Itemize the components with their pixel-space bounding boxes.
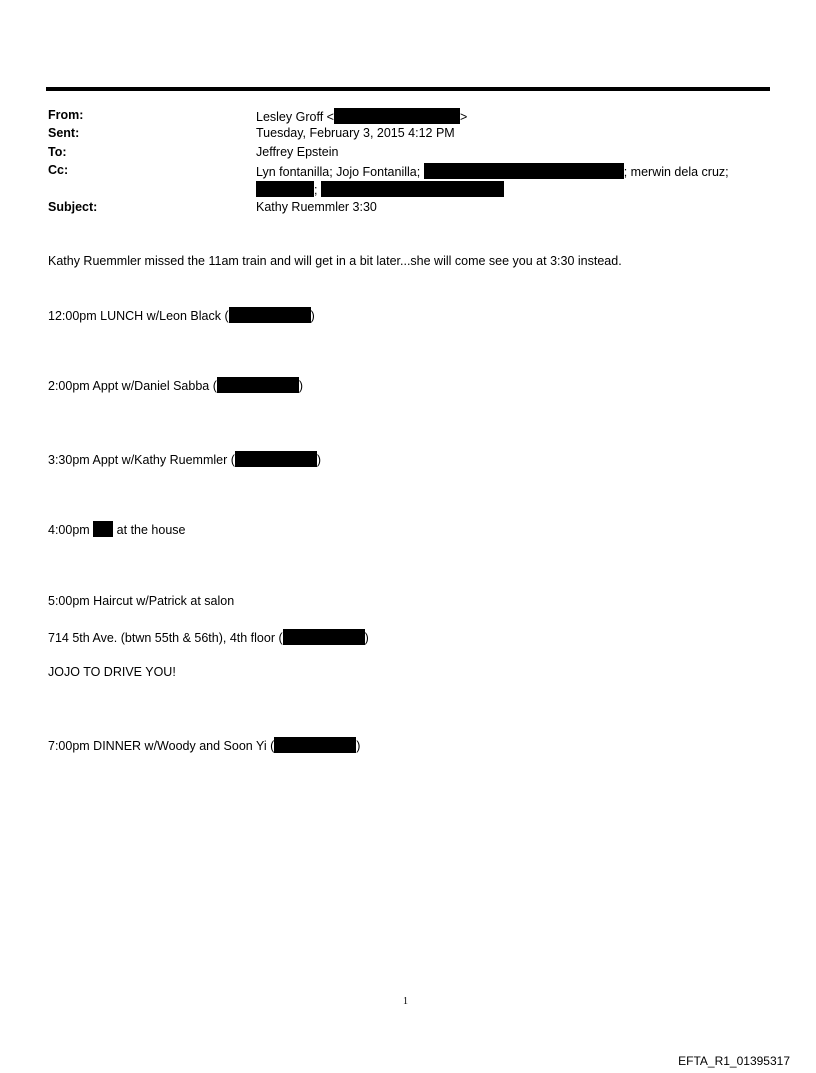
redaction-block — [424, 163, 624, 179]
redaction-block — [256, 181, 314, 197]
haircut-note: JOJO TO DRIVE YOU! — [48, 665, 176, 679]
subject-value: Kathy Ruemmler 3:30 — [256, 200, 377, 214]
close-paren: ) — [316, 453, 322, 467]
schedule-text: 4:00pm — [48, 523, 90, 537]
schedule-text: 7:00pm DINNER w/Woody and Soon Yi ( — [48, 739, 275, 753]
redaction-block — [229, 307, 311, 323]
header-rule — [46, 87, 770, 91]
schedule-text: 3:30pm Appt w/Kathy Ruemmler ( — [48, 453, 235, 467]
redaction-block — [235, 451, 317, 467]
schedule-text: 12:00pm LUNCH w/Leon Black ( — [48, 309, 229, 323]
cc-names: Lyn fontanilla; Jojo Fontanilla; — [256, 165, 421, 179]
schedule-item-haircut: 5:00pm Haircut w/Patrick at salon — [48, 594, 235, 608]
cc-label: Cc: — [48, 163, 69, 177]
intro-text: Kathy Ruemmler missed the 11am train and will get in a bit later...she will come see you at 3:30 instead. — [48, 254, 622, 268]
close-paren: ) — [356, 739, 361, 753]
address-text: 714 5th Ave. (btwn 55th & 56th), 4th floor ( — [48, 631, 283, 645]
cc-value-line1 — [256, 163, 729, 179]
close-paren: ) — [364, 631, 369, 645]
to-label: To: — [48, 145, 67, 159]
schedule-item-dinner — [48, 737, 360, 753]
haircut-address — [48, 629, 369, 645]
sent-label: Sent: — [48, 126, 80, 140]
cc-names-2: ; merwin dela cruz; — [623, 165, 729, 179]
schedule-text: 2:00pm Appt w/Daniel Sabba ( — [48, 379, 217, 393]
redaction-block — [334, 108, 460, 124]
document-id: EFTA_R1_01395317 — [678, 1054, 790, 1068]
redaction-block — [283, 629, 365, 645]
close-paren: ) — [298, 379, 304, 393]
schedule-text: at the house — [116, 523, 186, 537]
schedule-item-lunch — [48, 307, 315, 323]
schedule-item-sabba — [48, 377, 303, 393]
from-name: Lesley Groff < — [256, 110, 334, 124]
subject-label: Subject: — [48, 200, 98, 214]
cc-separator: ; — [314, 183, 318, 197]
redaction-block — [93, 521, 113, 537]
to-value: Jeffrey Epstein — [256, 145, 339, 159]
sent-value: Tuesday, February 3, 2015 4:12 PM — [256, 126, 455, 140]
cc-value-line2 — [256, 181, 504, 197]
redaction-block — [321, 181, 504, 197]
from-label: From: — [48, 108, 84, 122]
schedule-item-house — [48, 521, 185, 537]
redaction-block — [217, 377, 299, 393]
redaction-block — [274, 737, 356, 753]
page-number: 1 — [403, 996, 408, 1007]
from-value — [256, 108, 467, 124]
close-paren: ) — [310, 309, 315, 323]
schedule-item-ruemmler — [48, 451, 321, 467]
from-close: > — [459, 110, 468, 124]
